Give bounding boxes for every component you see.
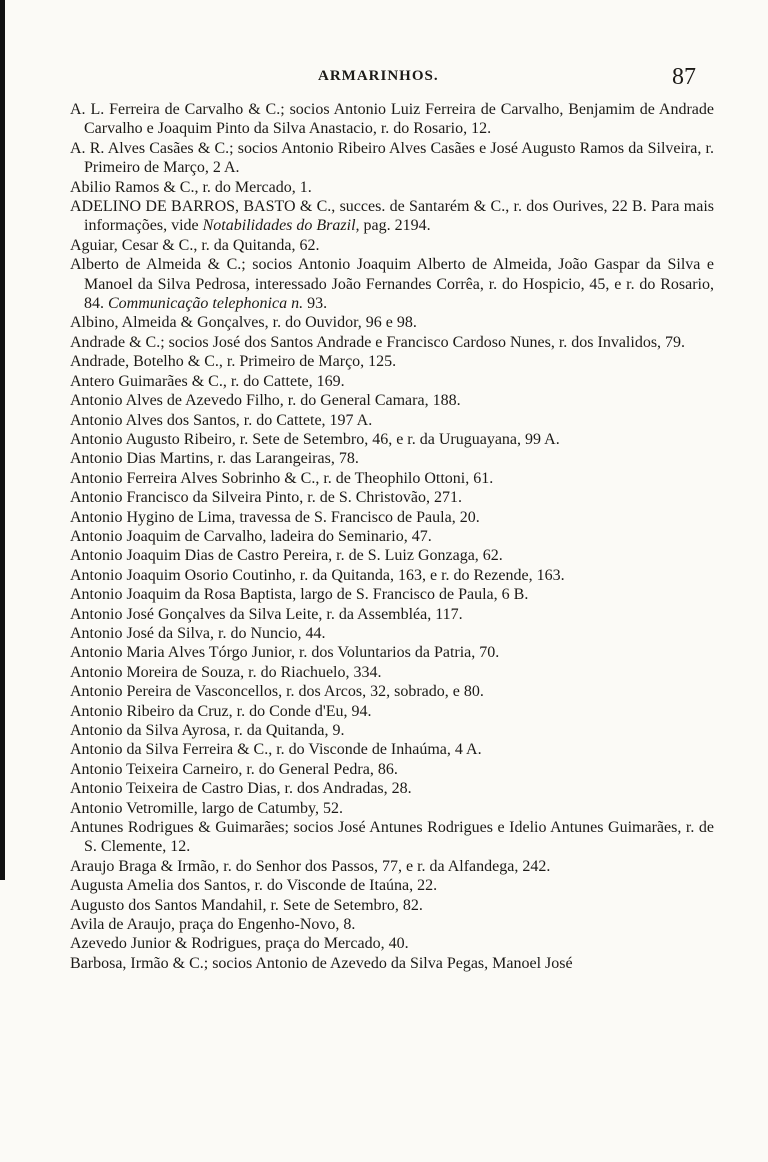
directory-entry [70,779,714,798]
directory-entry [70,139,714,178]
entry-text: Antonio Teixeira Carneiro, r. do General Pedra, 86. [70,760,398,778]
entry-text: Alberto de Almeida & C.; socios Antonio Joaquim Alberto de Almeida, João Gaspar da Silva e Manoel da Silva Pedrosa, interessado João Fernandes Corrêa, r. do Hospicio, 45, e r. do Rosario, 84. [70,256,714,313]
entry-text: Antonio Alves de Azevedo Filho, r. do General Camara, 188. [70,392,461,410]
entry-text: Antonio José Gonçalves da Silva Leite, r. da Assembléa, 117. [70,605,463,623]
directory-entry [70,255,714,313]
directory-entry [70,934,714,953]
entry-text: Avila de Araujo, praça do Engenho-Novo, 8. [70,916,356,934]
page-number: 87 [672,64,696,90]
entry-text: Antonio Maria Alves Tórgo Junior, r. dos Voluntarios da Patria, 70. [70,644,500,662]
entry-text: Augusta Amelia dos Santos, r. do Visconde de Itaúna, 22. [70,877,438,895]
directory-entry [70,197,714,236]
entry-text: Antonio Vetromille, largo de Catumby, 52. [70,799,344,817]
entry-text: Antero Guimarães & C., r. do Cattete, 169. [70,372,345,390]
directory-entry [70,100,714,139]
entry-text: Andrade & C.; socios José dos Santos Andrade e Francisco Cardoso Nunes, r. dos Invalidos, 79. [70,333,686,351]
entry-text: Antonio Joaquim de Carvalho, ladeira do Seminario, 47. [70,527,432,545]
entry-italic-text: Communicação telephonica n. [108,295,304,313]
directory-entry [70,236,714,255]
directory-entry [70,585,714,604]
entry-text: Albino, Almeida & Gonçalves, r. do Ouvidor, 96 e 98. [70,314,417,332]
entry-text: Antonio Alves dos Santos, r. do Cattete, 197 A. [70,411,373,429]
page-spine-edge [0,0,5,880]
entry-text: Antonio Joaquim Osorio Coutinho, r. da Quitanda, 163, e r. do Rezende, 163. [70,566,565,584]
entry-text: Antunes Rodrigues & Guimarães; socios José Antunes Rodrigues e Idelio Antunes Guimarães, r. de S. Clemente, 12. [70,819,714,856]
directory-entry [70,313,714,332]
entry-text: Antonio Ribeiro da Cruz, r. do Conde d'Eu, 94. [70,702,372,720]
directory-entry [70,333,714,352]
directory-entry [70,469,714,488]
directory-entry [70,857,714,876]
directory-entry [70,643,714,662]
directory-entry [70,740,714,759]
directory-entry [70,178,714,197]
entry-text: Antonio Francisco da Silveira Pinto, r. de S. Christovão, 271. [70,489,462,507]
directory-entry [70,702,714,721]
directory-entry [70,527,714,546]
entry-text: Antonio José da Silva, r. do Nuncio, 44. [70,624,326,642]
entry-text: Antonio Ferreira Alves Sobrinho & C., r. de Theophilo Ottoni, 61. [70,469,494,487]
entry-text: A. R. Alves Casães & C.; socios Antonio Ribeiro Alves Casães e José Augusto Ramos da Silveira, r. Primeiro de Março, 2 A. [70,139,714,177]
directory-entry [70,915,714,934]
directory-entry [70,605,714,624]
entry-text: Antonio Teixeira de Castro Dias, r. dos Andradas, 28. [70,780,412,798]
running-title: ARMARINHOS. [318,68,439,84]
directory-entry [70,954,714,973]
entry-text: Andrade, Botelho & C., r. Primeiro de Março, 125. [70,353,397,371]
directory-entry [70,508,714,527]
directory-entry [70,488,714,507]
directory-entry [70,799,714,818]
entry-text: Antonio Hygino de Lima, travessa de S. Francisco de Paula, 20. [70,508,480,526]
directory-entry [70,663,714,682]
entry-text: Antonio Joaquim da Rosa Baptista, largo de S. Francisco de Paula, 6 B. [70,586,529,604]
directory-entry [70,876,714,895]
directory-entry [70,546,714,565]
directory-entry [70,411,714,430]
directory-entry [70,818,714,857]
entry-text: A. L. Ferreira de Carvalho & C.; socios Antonio Luiz Ferreira de Carvalho, Benjamim de Andrade Carvalho e Joaquim Pinto da Silva Anastacio, r. do Rosario, 12. [70,101,714,138]
directory-entry [70,352,714,371]
directory-entry [70,449,714,468]
page-header [0,64,768,92]
directory-entry [70,430,714,449]
entry-text: Antonio da Silva Ayrosa, r. da Quitanda, 9. [70,722,345,739]
entry-text: Antonio Pereira de Vasconcellos, r. dos Arcos, 32, sobrado, e 80. [70,683,484,701]
directory-entry [70,372,714,391]
entry-text: Antonio Augusto Ribeiro, r. Sete de Setembro, 46, e r. da Uruguayana, 99 A. [70,430,560,448]
entry-text: Araujo Braga & Irmão, r. do Senhor dos Passos, 77, e r. da Alfandega, 242. [70,857,551,875]
entry-text: Antonio Moreira de Souza, r. do Riachuelo, 334. [70,663,382,681]
entry-text: Augusto dos Santos Mandahil, r. Sete de Setembro, 82. [70,896,423,914]
entry-text: Azevedo Junior & Rodrigues, praça do Mercado, 40. [70,935,409,953]
entry-text: pag. 2194. [359,217,431,235]
directory-entry [70,896,714,915]
directory-entry [70,760,714,779]
entry-text: 93. [303,295,328,313]
directory-entry [70,682,714,701]
directory-listing [70,100,714,973]
directory-entry [70,721,714,740]
entry-text: Antonio da Silva Ferreira & C., r. do Visconde de Inhaúma, 4 A. [70,741,482,759]
entry-text: Antonio Dias Martins, r. das Larangeiras, 78. [70,450,359,468]
directory-entry [70,391,714,410]
entry-italic-text: Notabilidades do Brazil, [202,217,360,235]
entry-text: ADELINO DE BARROS, BASTO & C., succes. de Santarém & C., r. dos Ourives, 22 B. Para mais informações, vide [70,198,714,235]
entry-text: Barbosa, Irmão & C.; socios Antonio de Azevedo da Silva Pegas, Manoel José [70,954,573,972]
directory-entry [70,566,714,585]
entry-text: Abilio Ramos & C., r. do Mercado, 1. [70,178,312,196]
entry-text: Aguiar, Cesar & C., r. da Quitanda, 62. [70,236,320,254]
entry-text: Antonio Joaquim Dias de Castro Pereira, r. de S. Luiz Gonzaga, 62. [70,547,503,565]
directory-entry [70,624,714,643]
